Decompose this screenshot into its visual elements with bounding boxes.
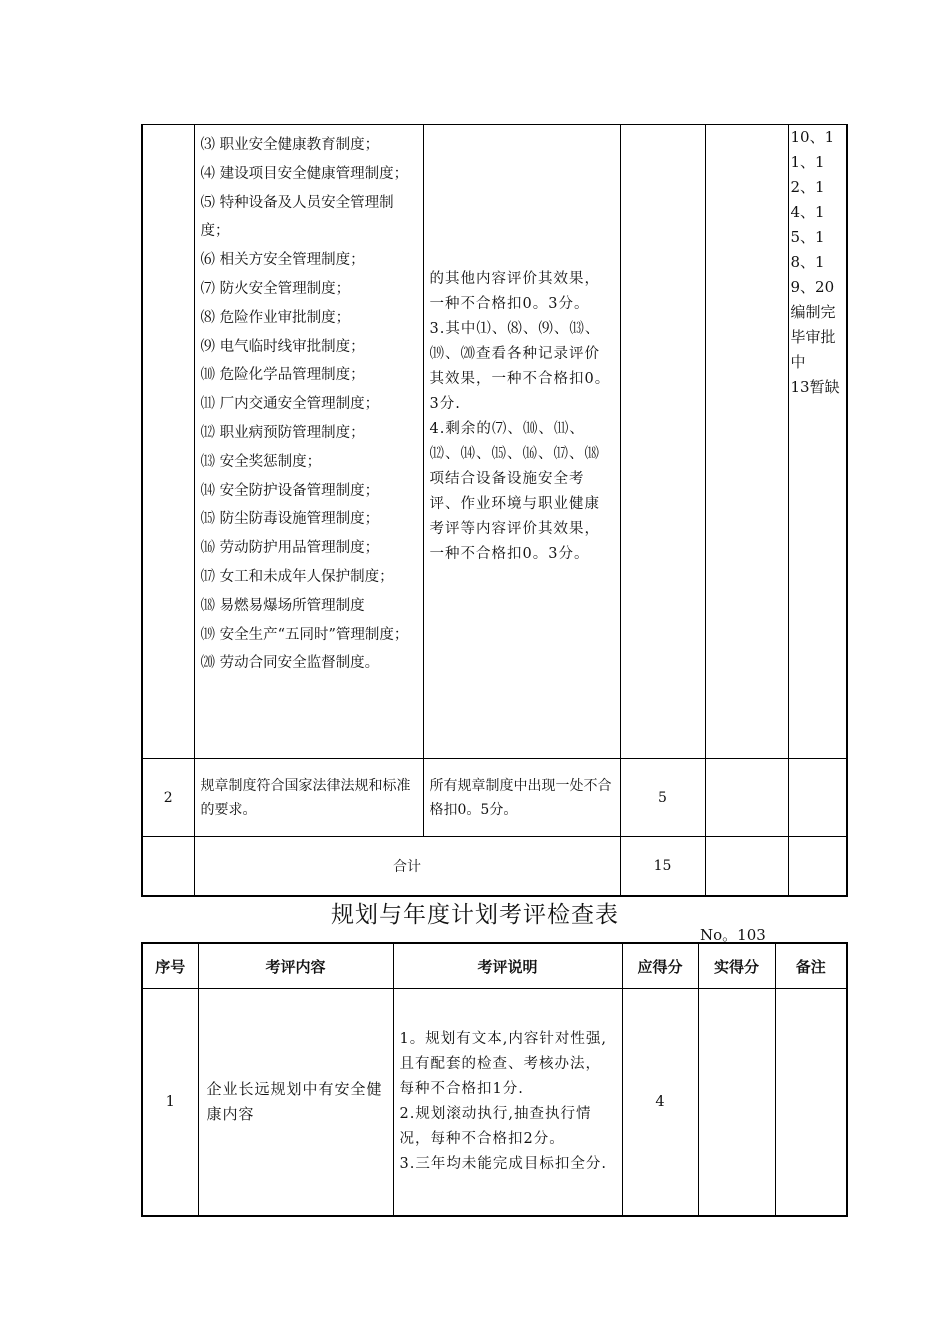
explanation-line: 2.规划滚动执行,抽查执行情况，每种不合格扣2分。: [399, 1106, 592, 1147]
content-cell: [198, 989, 393, 1217]
row-number: 1: [142, 989, 198, 1217]
remark-cell: [775, 989, 847, 1217]
explanation-line: 1。规划有文本,内容针对性强,且有配套的检查、考核办法，每种不合格扣1分.: [399, 1031, 607, 1097]
evaluation-table: [141, 942, 848, 1217]
row-number: 2: [142, 759, 194, 837]
remark-cell: [788, 125, 847, 759]
header-actual-score: 实得分: [698, 943, 775, 989]
remark-cell: [788, 837, 847, 896]
total-score: 15: [620, 837, 705, 896]
remark-line: 10、11、12、14、15、18、19、20编制完毕审批中: [790, 128, 836, 371]
list-item: ⒁ 安全防护设备管理制度；: [200, 482, 380, 499]
document-number: No。103: [700, 926, 766, 944]
explanation-line: 4.剩余的⑺、⑽、⑾、⑿、⒁、⒂、⒃、⒄、⒅项结合设备设施安全考评、作业环境与职业健康考评等内容评价其效果，一种不合格扣0。3分。: [429, 421, 600, 562]
list-item: ⒄ 女工和未成年人保护制度；: [200, 568, 394, 585]
page-title: 规划与年度计划考评检查表: [331, 902, 619, 928]
list-item: ⑸ 特种设备及人员安全管理制度；: [200, 194, 394, 240]
score-cell: 4: [622, 989, 698, 1217]
explanation-cell: 所有规章制度中出现一处不合格扣0。5分。: [423, 759, 620, 837]
list-item: ⒆ 安全生产“五同时”管理制度；: [200, 626, 409, 643]
header-no: 序号: [142, 943, 198, 989]
list-item: ⑷ 建设项目安全健康管理制度；: [200, 165, 409, 182]
content-text: 企业长远规划中有安全健康内容: [206, 1080, 383, 1123]
score-cell: [620, 125, 705, 759]
continued-table: [141, 124, 848, 897]
table-header-row: [142, 943, 847, 989]
remark-cell: [788, 759, 847, 837]
explanation-line: 3.其中⑴、⑻、⑼、⒀、⒆、⒇查看各种记录评价其效果，一种不合格扣0。3分.: [429, 321, 611, 412]
header-remark: 备注: [775, 943, 847, 989]
list-item: ⑶ 职业安全健康教育制度；: [200, 137, 380, 153]
list-item: ⑻ 危险作业审批制度；: [200, 309, 351, 326]
list-item: ⒀ 安全奖惩制度；: [200, 453, 322, 470]
explanation-line: 的其他内容评价其效果，一种不合格扣0。3分。: [429, 271, 600, 312]
regulation-list: [195, 125, 423, 678]
row-number-cell: [142, 837, 194, 896]
explanation-cell: [393, 989, 622, 1217]
list-item: ⒃ 劳动防护用品管理制度；: [200, 540, 380, 557]
list-item: ⑹ 相关方安全管理制度；: [200, 252, 365, 269]
row-number-cell: [142, 125, 194, 759]
remark-line: 13暂缺: [790, 378, 840, 396]
explanation-cell: [423, 125, 620, 759]
actual-score-cell: [705, 837, 788, 896]
list-item: ⑼ 电气临时线审批制度；: [200, 338, 365, 355]
list-item: ⑽ 危险化学品管理制度；: [200, 367, 365, 384]
list-item: ⒅ 易燃易爆场所管理制度: [200, 597, 365, 614]
list-item: ⑾ 厂内交通安全管理制度；: [200, 396, 380, 413]
score-cell: 5: [620, 759, 705, 837]
total-label: 合计: [194, 837, 620, 896]
content-cell: 规章制度符合国家法律法规和标准的要求。: [194, 759, 423, 837]
list-item: ⑿ 职业病预防管理制度；: [200, 424, 365, 441]
actual-score-cell: [705, 125, 788, 759]
header-explanation: 考评说明: [393, 943, 622, 989]
explanation-line: 3.三年均未能完成目标扣全分.: [399, 1156, 607, 1172]
table-row: [142, 759, 847, 837]
list-item: ⑺ 防火安全管理制度；: [200, 280, 351, 297]
table-row: [142, 989, 847, 1217]
header-content: 考评内容: [198, 943, 393, 989]
list-item: ⒂ 防尘防毒设施管理制度；: [200, 511, 380, 528]
content-cell: [194, 125, 423, 759]
actual-score-cell: [698, 989, 775, 1217]
actual-score-cell: [705, 759, 788, 837]
header-score: 应得分: [622, 943, 698, 989]
total-row: [142, 837, 847, 896]
list-item: ⒇ 劳动合同安全监督制度。: [200, 655, 380, 672]
table-row: [142, 125, 847, 759]
